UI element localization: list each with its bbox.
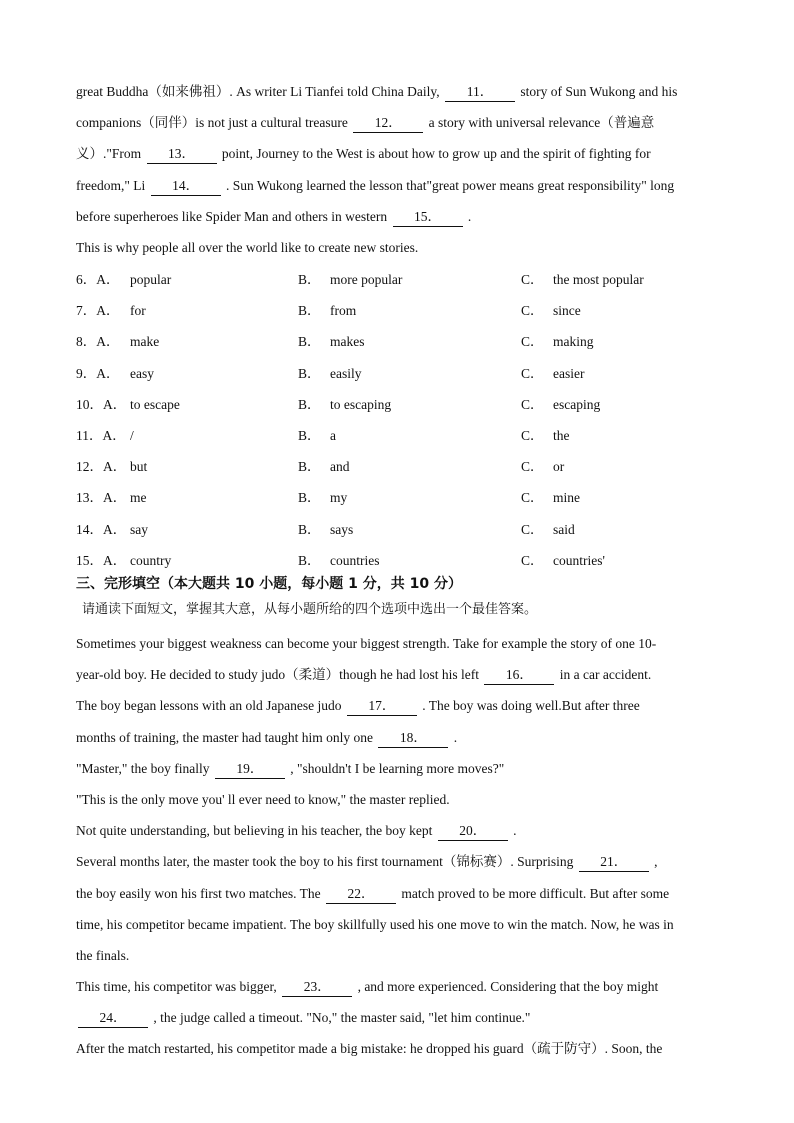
option-b[interactable]: countries bbox=[330, 552, 380, 568]
option-b-label: B． bbox=[298, 427, 321, 443]
text-run: . Sun Wukong learned the lesson that"great power means great responsibility" long bbox=[222, 177, 675, 193]
option-row bbox=[76, 482, 740, 513]
option-row bbox=[76, 358, 740, 389]
option-row bbox=[76, 264, 740, 295]
passage1-line bbox=[76, 232, 740, 263]
answer-blank[interactable]: 15． bbox=[393, 208, 463, 227]
text-run: time, his competitor became impatient. The boy skillfully used his one move to win the match. Now, he was in bbox=[76, 916, 674, 932]
question-number: 12．A． bbox=[76, 459, 127, 475]
option-b[interactable]: makes bbox=[330, 334, 365, 350]
option-c-label: C． bbox=[521, 552, 544, 568]
text-run: . bbox=[509, 823, 517, 839]
text-run: great Buddha（如来佛祖）. As writer Li Tianfei told China Daily, bbox=[76, 84, 443, 99]
passage2-line bbox=[76, 940, 740, 971]
option-b[interactable]: my bbox=[330, 490, 348, 506]
text-run: This time, his competitor was bigger, bbox=[76, 979, 281, 995]
text-run: , bbox=[650, 854, 658, 870]
text-run: , the judge called a timeout. "No," the master said, "let him continue." bbox=[150, 1010, 531, 1026]
answer-blank[interactable]: 16． bbox=[484, 666, 554, 685]
reading-passage bbox=[76, 76, 740, 263]
option-c-label: C． bbox=[521, 459, 544, 475]
option-a[interactable]: for bbox=[130, 303, 146, 319]
text-run: the finals. bbox=[76, 947, 130, 963]
option-a[interactable]: me bbox=[130, 490, 147, 506]
section-instruction: 请通读下面短文，掌握其大意，从每小题所给的四个选项中选出一个最佳答案。 bbox=[82, 602, 538, 617]
answer-blank[interactable]: 19． bbox=[215, 760, 285, 779]
option-b-label: B． bbox=[298, 521, 321, 537]
question-number: 8．A． bbox=[76, 334, 120, 350]
option-a[interactable]: easy bbox=[130, 365, 154, 381]
cloze-passage bbox=[76, 628, 740, 1065]
option-c[interactable]: the most popular bbox=[553, 272, 644, 287]
option-row bbox=[76, 420, 740, 451]
option-c-label: C． bbox=[521, 272, 544, 287]
option-row bbox=[76, 514, 740, 545]
option-c-label: C． bbox=[521, 365, 544, 381]
passage2-line bbox=[76, 659, 740, 690]
passage2-line bbox=[76, 1002, 740, 1033]
option-a[interactable]: to escape bbox=[130, 396, 180, 412]
passage1-line bbox=[76, 201, 740, 232]
text-run: freedom," Li bbox=[76, 177, 149, 193]
option-b[interactable]: says bbox=[330, 521, 354, 537]
option-row bbox=[76, 295, 740, 326]
option-a[interactable]: make bbox=[130, 334, 160, 350]
text-run: Not quite understanding, but believing in his teacher, the boy kept bbox=[76, 823, 436, 839]
passage2-line bbox=[76, 878, 740, 909]
text-run: , and more experienced. Considering that the boy might bbox=[354, 979, 659, 995]
answer-blank[interactable]: 17． bbox=[347, 697, 417, 716]
text-run: The boy began lessons with an old Japanese judo bbox=[76, 698, 345, 714]
option-c-label: C． bbox=[521, 303, 544, 319]
option-b[interactable]: to escaping bbox=[330, 396, 392, 412]
text-run: . bbox=[464, 208, 472, 224]
text-run: a story with universal relevance（普遍意 bbox=[425, 115, 655, 131]
answer-blank[interactable]: 12． bbox=[353, 114, 423, 133]
passage2-line bbox=[76, 1033, 740, 1064]
text-run: the boy easily won his first two matches. The bbox=[76, 885, 324, 901]
option-b-label: B． bbox=[298, 272, 321, 287]
question-number: 11．A． bbox=[76, 427, 126, 443]
option-c[interactable]: making bbox=[553, 334, 594, 350]
option-c-label: C． bbox=[521, 427, 544, 443]
passage2-line bbox=[76, 690, 740, 721]
answer-blank[interactable]: 13． bbox=[147, 145, 217, 164]
option-b-label: B． bbox=[298, 459, 321, 475]
text-run: before superheroes like Spider Man and others in western bbox=[76, 208, 391, 224]
text-run: Several months later, the master took the boy to his first tournament（锦标赛）. Surprising bbox=[76, 854, 577, 870]
answer-blank[interactable]: 14． bbox=[151, 177, 221, 196]
passage2-line bbox=[76, 846, 740, 877]
text-run: , "shouldn't I be learning more moves?" bbox=[286, 760, 505, 776]
text-run: . The boy was doing well.But after three bbox=[418, 698, 640, 714]
option-b[interactable]: a bbox=[330, 427, 336, 443]
option-c[interactable]: mine bbox=[553, 490, 580, 506]
option-b-label: B． bbox=[298, 303, 321, 319]
option-c-label: C． bbox=[521, 396, 544, 412]
passage2-line bbox=[76, 784, 740, 815]
text-run: companions（同伴）is not just a cultural treasure bbox=[76, 115, 352, 131]
passage2-line bbox=[76, 909, 740, 940]
question-number: 6．A． bbox=[76, 272, 120, 287]
passage1-line bbox=[76, 76, 740, 107]
option-b-label: B． bbox=[298, 334, 321, 350]
text-run: 义）."From bbox=[76, 146, 145, 162]
text-run: This is why people all over the world like to create new stories. bbox=[76, 239, 419, 255]
text-run: months of training, the master had taught him only one bbox=[76, 729, 377, 745]
answer-blank[interactable]: 23． bbox=[282, 978, 352, 997]
option-c[interactable]: countries' bbox=[553, 552, 605, 568]
question-number: 13．A． bbox=[76, 490, 127, 506]
option-c-label: C． bbox=[521, 521, 544, 537]
option-a[interactable]: / bbox=[130, 427, 134, 443]
question-number: 15．A． bbox=[76, 552, 127, 568]
text-run: point, Journey to the West is about how to grow up and the spirit of fighting for bbox=[218, 146, 651, 162]
option-c[interactable]: the bbox=[553, 427, 570, 443]
option-c[interactable]: easier bbox=[553, 365, 585, 381]
option-b[interactable]: and bbox=[330, 459, 350, 475]
answer-blank[interactable]: 24． bbox=[78, 1009, 148, 1028]
passage1-line bbox=[76, 138, 740, 169]
option-b-label: B． bbox=[298, 552, 321, 568]
option-c[interactable]: said bbox=[553, 521, 575, 537]
option-b-label: B． bbox=[298, 396, 321, 412]
question-number: 14．A． bbox=[76, 521, 127, 537]
answer-blank[interactable]: 22． bbox=[326, 885, 396, 904]
option-b[interactable]: easily bbox=[330, 365, 362, 381]
option-b[interactable]: more popular bbox=[330, 272, 403, 287]
passage2-line bbox=[76, 815, 740, 846]
passage2-line bbox=[76, 722, 740, 753]
text-run: Sometimes your biggest weakness can become your biggest strength. Take for example the story of one 10- bbox=[76, 636, 657, 651]
option-a[interactable]: popular bbox=[130, 272, 172, 287]
answer-blank[interactable]: 18． bbox=[378, 729, 448, 748]
option-a[interactable]: but bbox=[130, 459, 148, 475]
option-c[interactable]: escaping bbox=[553, 396, 601, 412]
option-c-label: C． bbox=[521, 490, 544, 506]
option-b-label: B． bbox=[298, 365, 321, 381]
text-run: "This is the only move you' ll ever need to know," the master replied. bbox=[76, 791, 450, 807]
option-b-label: B． bbox=[298, 490, 321, 506]
text-run: After the match restarted, his competitor made a big mistake: he dropped his guard（疏于防守）. Soon, the bbox=[76, 1041, 663, 1057]
text-run: story of Sun Wukong and his bbox=[516, 84, 678, 99]
option-row bbox=[76, 451, 740, 482]
option-b[interactable]: from bbox=[330, 303, 357, 319]
answer-blank[interactable]: 21． bbox=[579, 853, 649, 872]
text-run: year-old boy. He decided to study judo（柔道）though he had lost his left bbox=[76, 667, 483, 683]
text-run: "Master," the boy finally bbox=[76, 760, 213, 776]
passage1-line bbox=[76, 107, 740, 138]
section-title: 三、完形填空（本大题共 10 小题，每小题 1 分，共 10 分） bbox=[76, 576, 462, 592]
passage2-line bbox=[76, 628, 740, 659]
question-number: 10．A． bbox=[76, 396, 127, 412]
option-row bbox=[76, 326, 740, 357]
text-run: in a car accident. bbox=[556, 667, 652, 683]
text-run: . bbox=[450, 729, 458, 745]
answer-blank[interactable]: 11． bbox=[445, 83, 515, 102]
option-c[interactable]: since bbox=[553, 303, 581, 319]
answer-options bbox=[76, 264, 740, 576]
option-c-label: C． bbox=[521, 334, 544, 350]
question-number: 9．A． bbox=[76, 365, 120, 381]
option-a[interactable]: say bbox=[130, 521, 148, 537]
option-c[interactable]: or bbox=[553, 459, 565, 475]
passage2-line bbox=[76, 753, 740, 784]
question-number: 7．A． bbox=[76, 303, 120, 319]
answer-blank[interactable]: 20． bbox=[438, 822, 508, 841]
text-run: match proved to be more difficult. But after some bbox=[397, 885, 670, 901]
option-row bbox=[76, 389, 740, 420]
passage2-line bbox=[76, 971, 740, 1002]
option-a[interactable]: country bbox=[130, 552, 172, 568]
passage1-line bbox=[76, 170, 740, 201]
